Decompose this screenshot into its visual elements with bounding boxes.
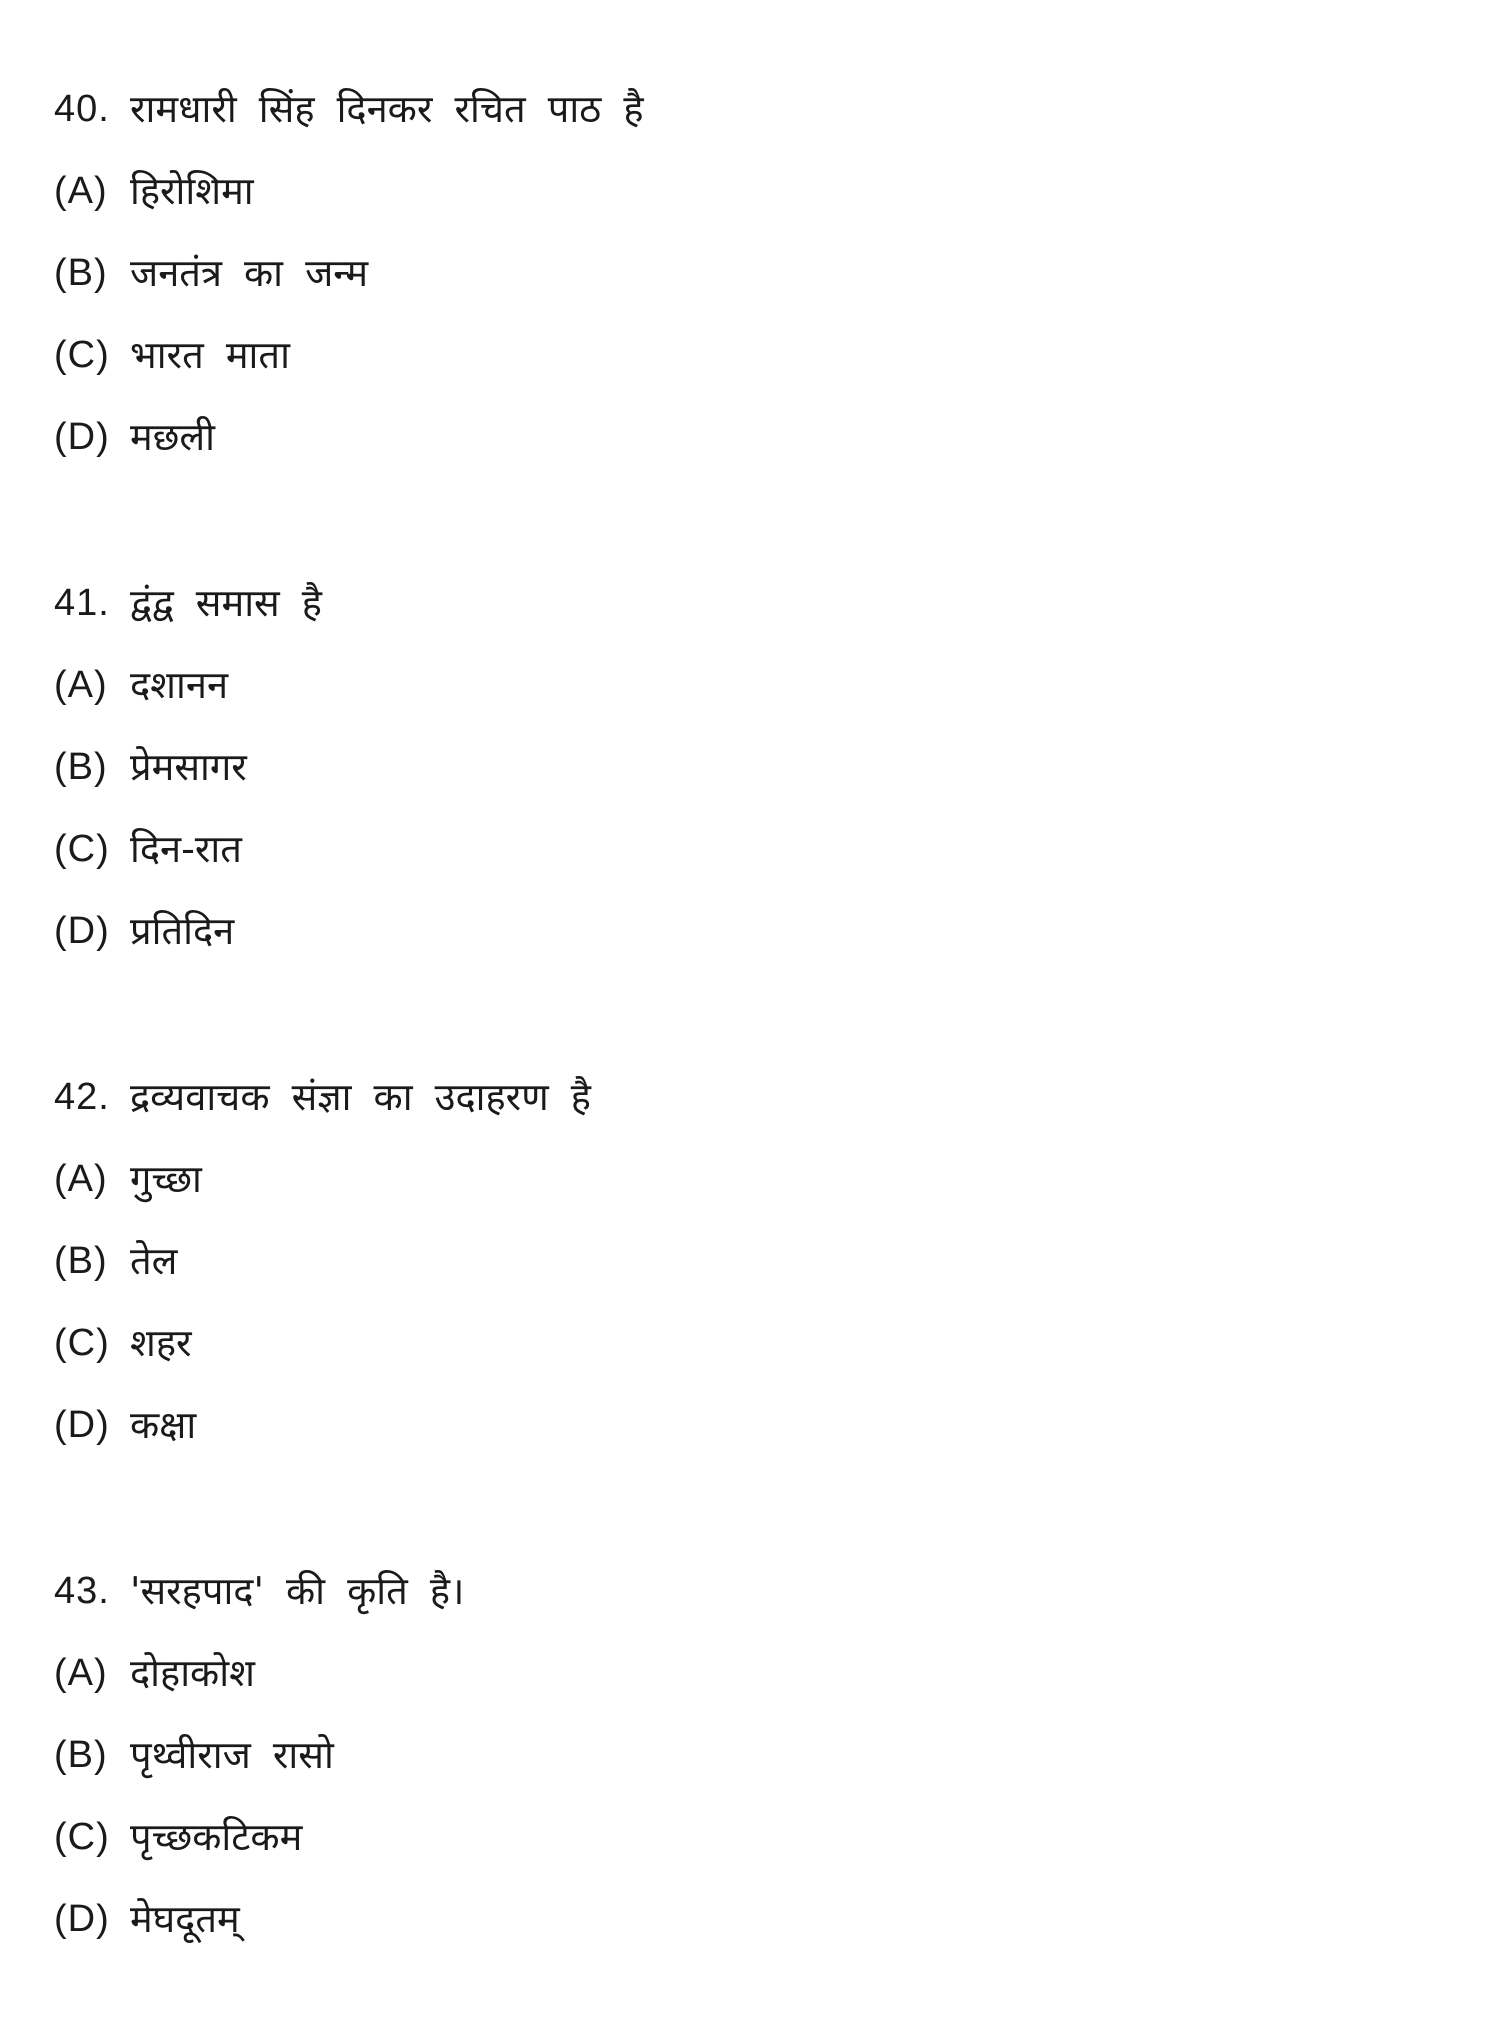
question-text: रामधारी सिंह दिनकर रचित पाठ है xyxy=(130,87,644,131)
question-number: 41. xyxy=(54,582,110,624)
option-text: गुच्छा xyxy=(130,1157,202,1201)
option-label: (B) xyxy=(54,1734,108,1776)
option-text: पृच्छकटिकम xyxy=(130,1815,303,1859)
option-text: प्रतिदिन xyxy=(130,909,235,953)
option-text: शहर xyxy=(130,1321,192,1365)
option-d xyxy=(54,396,1454,478)
option-d xyxy=(54,1878,1454,1960)
option-text: दशानन xyxy=(130,663,229,707)
question-40 xyxy=(54,68,1454,478)
option-label: (A) xyxy=(54,170,108,212)
option-c xyxy=(54,1796,1454,1878)
question-number: 42. xyxy=(54,1076,110,1118)
option-d xyxy=(54,1384,1454,1466)
option-label: (D) xyxy=(54,416,110,458)
option-label: (B) xyxy=(54,252,108,294)
option-label: (C) xyxy=(54,334,110,376)
question-text: 'सरहपाद' की कृति है। xyxy=(130,1569,465,1613)
question-number: 40. xyxy=(54,88,110,130)
question-stem xyxy=(54,1056,1454,1138)
option-a xyxy=(54,150,1454,232)
question-stem xyxy=(54,562,1454,644)
option-text: कक्षा xyxy=(130,1403,197,1447)
option-label: (A) xyxy=(54,1158,108,1200)
option-a xyxy=(54,1138,1454,1220)
option-label: (D) xyxy=(54,1404,110,1446)
option-b xyxy=(54,232,1454,314)
option-label: (B) xyxy=(54,746,108,788)
option-text: भारत माता xyxy=(130,333,290,377)
option-c xyxy=(54,1302,1454,1384)
option-text: जनतंत्र का जन्म xyxy=(130,251,369,295)
option-label: (B) xyxy=(54,1240,108,1282)
option-b xyxy=(54,1220,1454,1302)
option-d xyxy=(54,890,1454,972)
question-text: द्वंद्व समास है xyxy=(130,581,322,625)
option-label: (C) xyxy=(54,828,110,870)
question-43 xyxy=(54,1550,1454,1960)
option-text: तेल xyxy=(130,1239,178,1283)
option-text: प्रेमसागर xyxy=(130,745,247,789)
option-text: हिरोशिमा xyxy=(130,169,254,213)
option-label: (D) xyxy=(54,1898,110,1940)
option-text: मेघदूतम् xyxy=(130,1897,240,1941)
question-stem xyxy=(54,1550,1454,1632)
option-label: (C) xyxy=(54,1816,110,1858)
option-text: दिन-रात xyxy=(130,827,242,871)
question-text: द्रव्यवाचक संज्ञा का उदाहरण है xyxy=(130,1075,591,1119)
option-a xyxy=(54,644,1454,726)
option-label: (A) xyxy=(54,664,108,706)
option-text: दोहाकोश xyxy=(130,1651,255,1695)
option-c xyxy=(54,808,1454,890)
question-stem xyxy=(54,68,1454,150)
question-41 xyxy=(54,562,1454,972)
question-42 xyxy=(54,1056,1454,1466)
option-text: पृथ्वीराज रासो xyxy=(130,1733,334,1777)
option-label: (D) xyxy=(54,910,110,952)
option-c xyxy=(54,314,1454,396)
option-b xyxy=(54,726,1454,808)
option-text: मछली xyxy=(130,415,215,459)
question-number: 43. xyxy=(54,1570,110,1612)
option-label: (C) xyxy=(54,1322,110,1364)
option-a xyxy=(54,1632,1454,1714)
option-b xyxy=(54,1714,1454,1796)
option-label: (A) xyxy=(54,1652,108,1694)
